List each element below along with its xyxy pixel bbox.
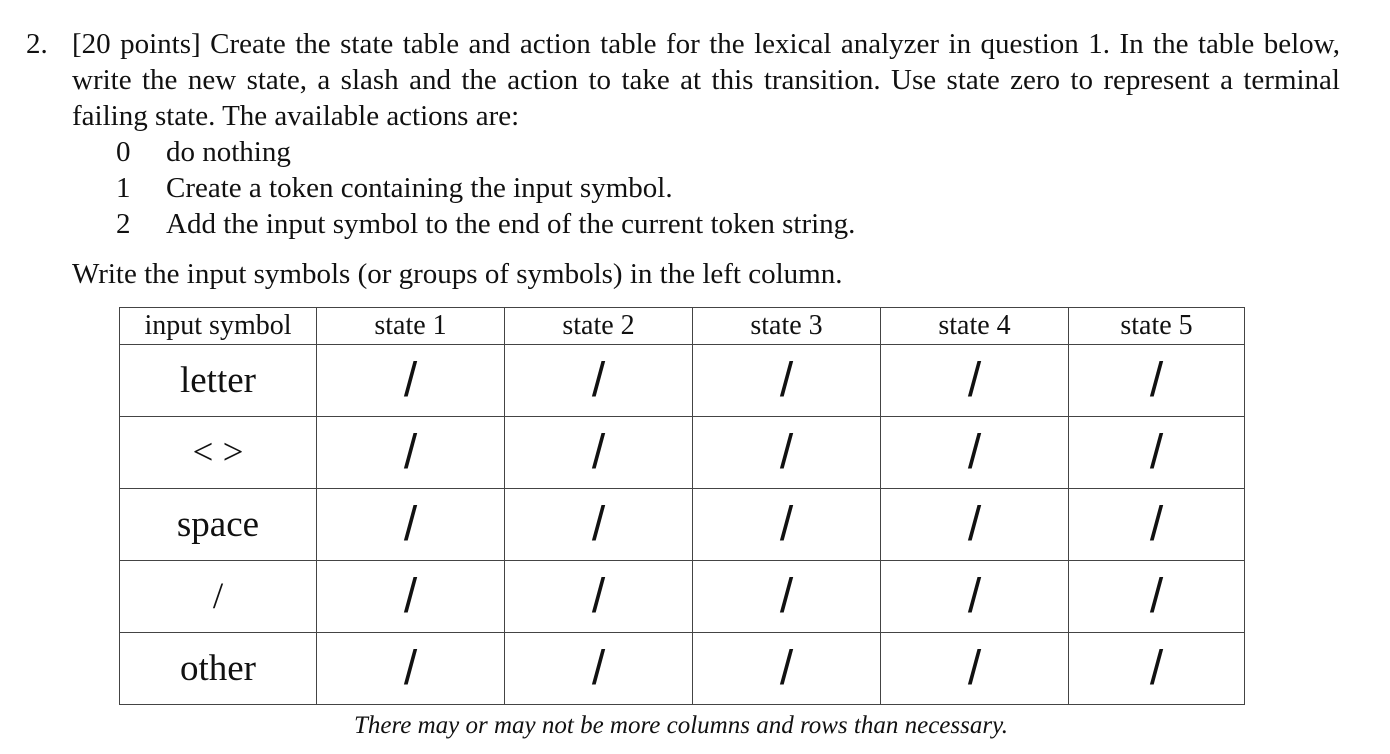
action-code: 2 (116, 208, 131, 240)
slash-mark: / (591, 569, 606, 623)
input-symbol-cell: < > (120, 417, 317, 489)
transition-cell[interactable] (1069, 417, 1245, 489)
action-description: Create a token containing the input symbol. (166, 172, 673, 204)
transition-cell[interactable] (1069, 345, 1245, 417)
transition-cell[interactable] (881, 633, 1069, 705)
slash-mark: / (1149, 497, 1164, 551)
slash-mark: / (967, 641, 982, 695)
slash-mark: / (967, 497, 982, 551)
transition-cell[interactable] (505, 345, 693, 417)
transition-cell[interactable] (693, 417, 881, 489)
transition-cell[interactable] (1069, 561, 1245, 633)
transition-cell[interactable] (881, 417, 1069, 489)
input-symbol-cell: other (120, 633, 317, 705)
slash-mark: / (591, 497, 606, 551)
state-table (119, 307, 1245, 705)
slash-mark: / (779, 497, 794, 551)
transition-cell[interactable] (505, 417, 693, 489)
slash-mark: / (403, 641, 418, 695)
slash-mark: / (403, 353, 418, 407)
slash-mark: / (591, 353, 606, 407)
transition-cell[interactable] (317, 417, 505, 489)
transition-cell[interactable] (693, 633, 881, 705)
transition-cell[interactable] (317, 633, 505, 705)
transition-cell[interactable] (693, 345, 881, 417)
slash-mark: / (403, 425, 418, 479)
table-row (120, 417, 1245, 489)
input-symbol-cell: letter (120, 345, 317, 417)
transition-cell[interactable] (317, 489, 505, 561)
question-text: [20 points] Create the state table and action table for the lexical analyzer in question 1. In the table below, write the new state, a slash and the action to take at this transition. Use state zero to represent a terminal failing state. The available actions are: (72, 28, 1340, 132)
table-row (120, 561, 1245, 633)
action-item (116, 206, 855, 242)
slash-mark: / (967, 569, 982, 623)
action-list (116, 134, 855, 242)
transition-cell[interactable] (505, 561, 693, 633)
table-header-row (120, 308, 1245, 345)
action-item (116, 134, 855, 170)
header-state-2: state 2 (505, 308, 693, 345)
header-state-5: state 5 (1069, 308, 1245, 345)
action-description: do nothing (166, 136, 291, 168)
slash-mark: / (779, 569, 794, 623)
slash-mark: / (1149, 425, 1164, 479)
input-symbol-cell: / (120, 561, 317, 633)
transition-cell[interactable] (1069, 633, 1245, 705)
slash-mark: / (403, 497, 418, 551)
action-description: Add the input symbol to the end of the current token string. (166, 208, 856, 240)
table-row (120, 633, 1245, 705)
header-state-4: state 4 (881, 308, 1069, 345)
transition-cell[interactable] (505, 489, 693, 561)
transition-cell[interactable] (1069, 489, 1245, 561)
table-footnote: There may or may not be more columns and rows than necessary. (353, 712, 1009, 739)
slash-mark: / (779, 425, 794, 479)
table-row (120, 345, 1245, 417)
action-code: 1 (116, 172, 131, 204)
transition-cell[interactable] (693, 489, 881, 561)
slash-mark: / (1149, 641, 1164, 695)
transition-cell[interactable] (881, 561, 1069, 633)
slash-mark: / (967, 425, 982, 479)
slash-mark: / (779, 641, 794, 695)
table-instruction: Write the input symbols (or groups of symbols) in the left column. (72, 258, 843, 290)
transition-cell[interactable] (881, 345, 1069, 417)
input-symbol-cell: space (120, 489, 317, 561)
action-item (116, 170, 855, 206)
header-input-symbol: input symbol (120, 308, 317, 345)
slash-mark: / (591, 425, 606, 479)
transition-cell[interactable] (505, 633, 693, 705)
action-code: 0 (116, 136, 131, 168)
slash-mark: / (1149, 353, 1164, 407)
transition-cell[interactable] (693, 561, 881, 633)
slash-mark: / (1149, 569, 1164, 623)
header-state-1: state 1 (317, 308, 505, 345)
transition-cell[interactable] (317, 561, 505, 633)
slash-mark: / (591, 641, 606, 695)
question-number: 2. (26, 28, 48, 60)
slash-mark: / (967, 353, 982, 407)
slash-mark: / (779, 353, 794, 407)
transition-cell[interactable] (317, 345, 505, 417)
header-state-3: state 3 (693, 308, 881, 345)
transition-cell[interactable] (881, 489, 1069, 561)
table-row (120, 489, 1245, 561)
slash-mark: / (403, 569, 418, 623)
